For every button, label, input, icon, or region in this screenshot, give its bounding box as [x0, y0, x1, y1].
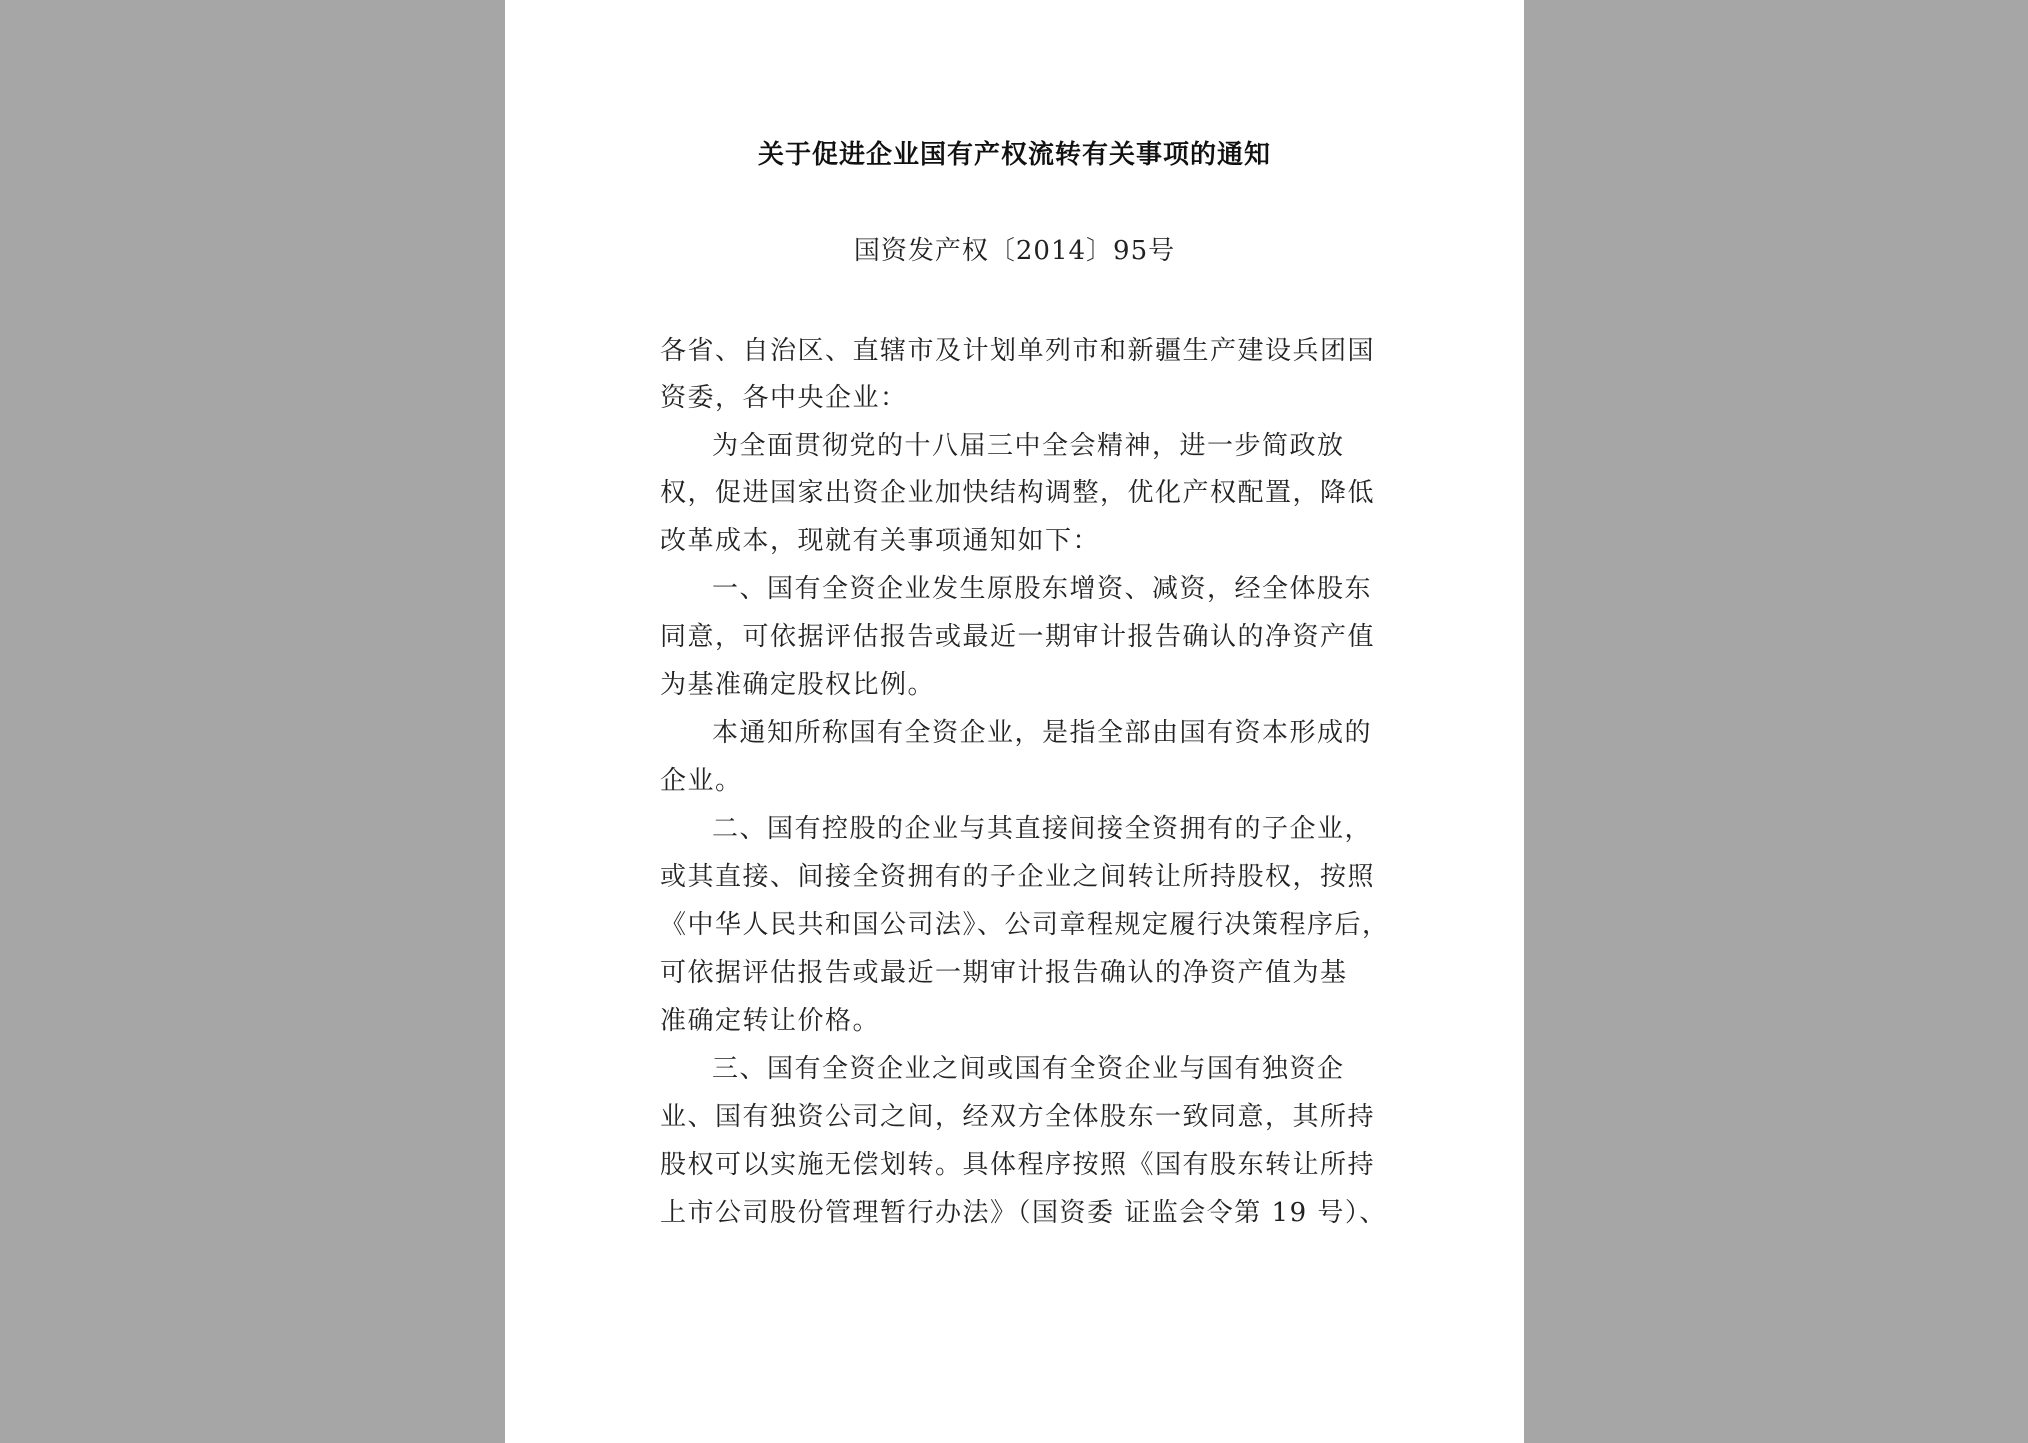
body-line: 业、国有独资公司之间，经双方全体股东一致同意，其所持: [660, 1102, 1376, 1132]
body-line: 《中华人民共和国公司法》、公司章程规定履行决策程序后，: [660, 910, 1390, 940]
body-line: 上市公司股份管理暂行办法》（国资委 证监会令第 19 号）、: [660, 1198, 1387, 1228]
body-line: 准确定转让价格。: [660, 1006, 881, 1036]
body-line: 为基准确定股权比例。: [660, 670, 936, 700]
body-line: 同意，可依据评估报告或最近一期审计报告确认的净资产值: [660, 622, 1376, 652]
document-page: [505, 0, 1524, 1443]
body-line: 本通知所称国有全资企业，是指全部由国有资本形成的: [712, 718, 1373, 748]
body-line: 可依据评估报告或最近一期审计报告确认的净资产值为基: [660, 958, 1348, 988]
body-line: 为全面贯彻党的十八届三中全会精神，进一步简政放: [712, 431, 1345, 461]
body-line: 二、国有控股的企业与其直接间接全资拥有的子企业，: [712, 814, 1373, 844]
body-line: 一、国有全资企业发生原股东增资、减资，经全体股东: [712, 574, 1373, 604]
body-line: 各省、自治区、直辖市及计划单列市和新疆生产建设兵团国: [660, 336, 1376, 366]
document-title: 关于促进企业国有产权流转有关事项的通知: [757, 140, 1271, 170]
body-line: 改革成本，现就有关事项通知如下：: [660, 526, 1101, 556]
body-line: 企业。: [660, 766, 743, 796]
body-line: 股权可以实施无偿划转。具体程序按照《国有股东转让所持: [660, 1150, 1376, 1180]
body-line: 或其直接、间接全资拥有的子企业之间转让所持股权，按照: [660, 862, 1376, 892]
body-line: 权，促进国家出资企业加快结构调整，优化产权配置，降低: [660, 478, 1376, 508]
body-line: 资委，各中央企业：: [660, 383, 908, 413]
document-number: 国资发产权〔2014〕95号: [853, 236, 1176, 266]
body-line: 三、国有全资企业之间或国有全资企业与国有独资企: [712, 1054, 1345, 1084]
